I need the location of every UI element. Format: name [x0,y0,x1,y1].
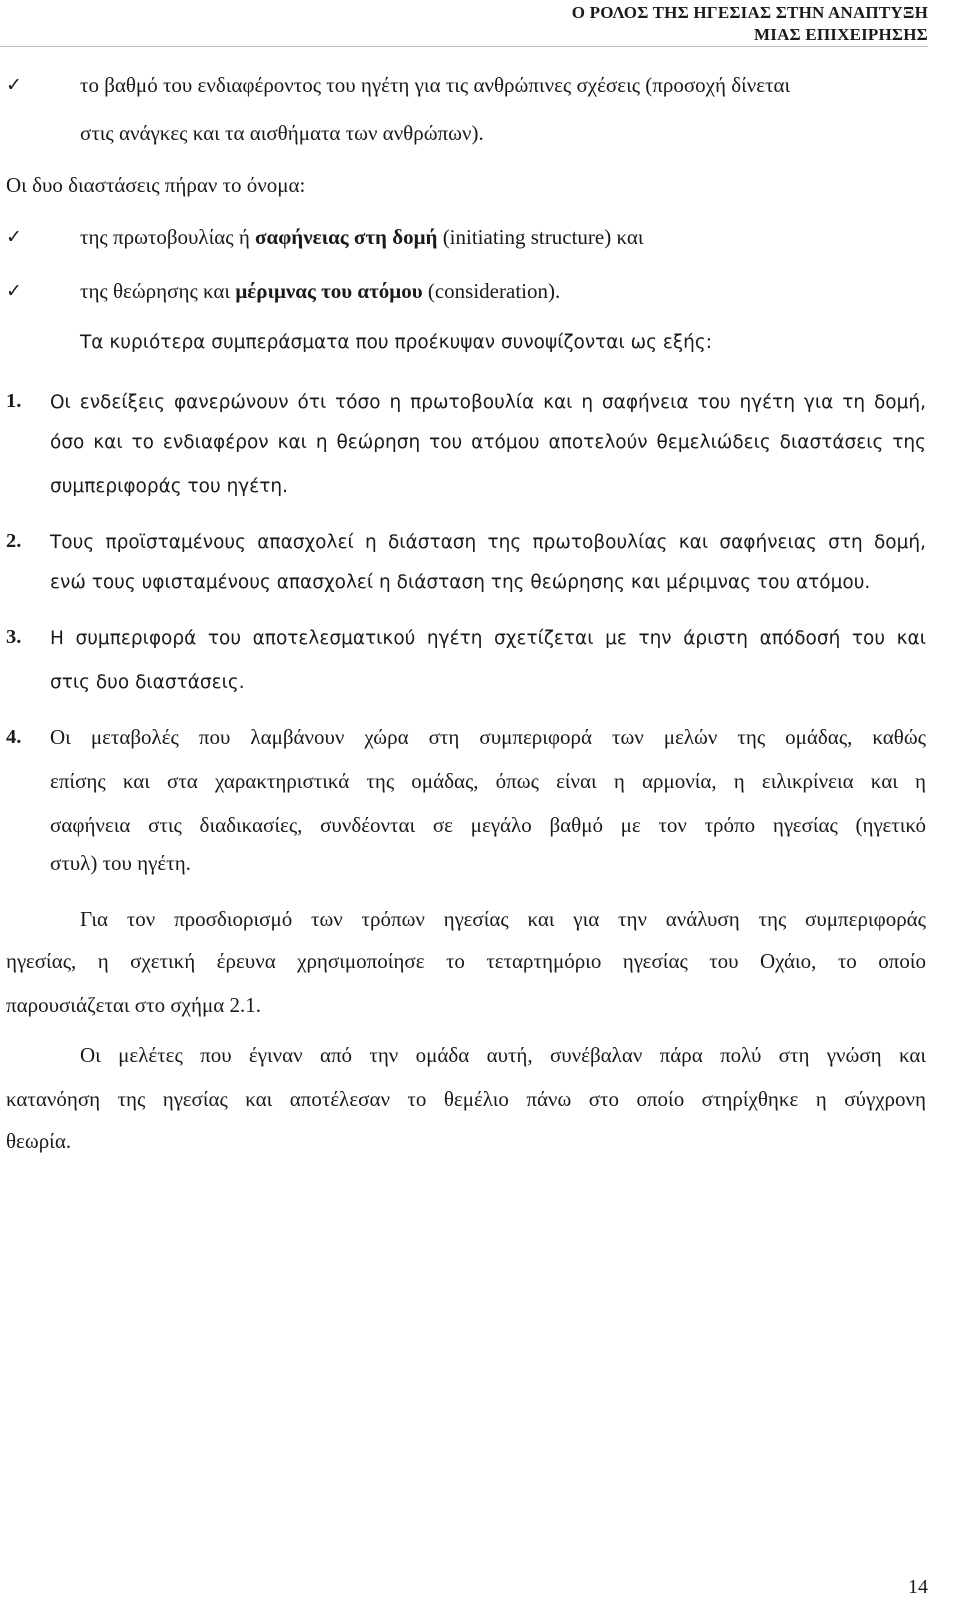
item-number: 4. [6,726,22,748]
item-4-line-4: στυλ) του ηγέτη. [50,851,191,875]
paragraph-2-line-1: Οι μελέτες που έγιναν από την ομάδα αυτή, συνέβαλαν πάρα πολύ στη γνώση και [80,1043,926,1067]
item-4-line-2: επίσης και στα χαρακτηριστικά της ομάδας, όπως είναι η αρμονία, η ειλικρίνεια και η [50,769,926,793]
item-4-line-3: σαφήνεια στις διαδικασίες, συνδέονται σε μεγάλο βαθμό με τον τρόπο ηγεσίας (ηγετικό [50,813,926,837]
item-3-line-1: Η συμπεριφορά του αποτελεσματικού ηγέτη σχετίζεται με την άριστη απόδοσή του και [50,628,926,649]
header-title-line1: Ο ΡΟΛΟΣ ΤΗΣ ΗΓΕΣΙΑΣ ΣΤΗΝ ΑΝΑΠΤΥΞΗ [571,3,928,22]
header-title-line2: ΜΙΑΣ ΕΠΙΧΕΙΡΗΣΗΣ [754,25,928,44]
checkmark-icon: ✓ [6,280,22,302]
paragraph-2-line-2: κατανόηση της ηγεσίας και αποτέλεσαν το θεμέλιο πάνω στο οποίο στηρίχθηκε η σύγχρονη [6,1087,926,1111]
header-divider [0,46,928,47]
paragraph-1-line-1: Για τον προσδιορισμό των τρόπων ηγεσίας και για την ανάλυση της συμπεριφοράς [80,907,926,931]
bullet-2-bold: σαφήνειας στη δομή [255,225,438,249]
paragraph-2-line-3: θεωρία. [6,1129,72,1153]
item-number: 1. [6,390,22,412]
bullet-2 [80,224,644,250]
checkmark-icon: ✓ [6,74,22,96]
item-3-line-2: στις δυο διαστάσεις. [50,672,245,693]
item-1-line-1: Οι ενδείξεις φανερώνουν ότι τόσο η πρωτοβουλία και η σαφήνεια του ηγέτη για τη δομή, [50,392,926,413]
item-2-line-1: Τους προϊσταμένους απασχολεί η διάσταση της πρωτοβουλίας και σαφήνειας στη δομή, [50,532,926,553]
bullet-2-pre: της πρωτοβουλίας ή [80,225,256,249]
page-number: 14 [908,1576,928,1598]
bullet-2-post: (initiating structure) και [437,225,644,249]
bullet-3-bold: μέριμνας του ατόμου [235,279,423,303]
bullet-1-line-1: το βαθμό του ενδιαφέροντος του ηγέτη για τις ανθρώπινες σχέσεις (προσοχή δίνεται [80,73,791,97]
item-1-line-3: συμπεριφοράς του ηγέτη. [50,476,288,497]
item-1-line-2: όσο και το ενδιαφέρον και η θεώρηση του ατόμου αποτελούν θεμελιώδεις διαστάσεις της [50,432,926,453]
item-number: 3. [6,626,22,648]
bullet-3-pre: της θεώρησης και [80,279,236,303]
summary-intro: Τα κυριότερα συμπεράσματα που προέκυψαν συνοψίζονται ως εξής: [80,332,712,353]
item-number: 2. [6,530,22,552]
running-header [572,2,928,46]
bullet-3 [80,278,560,304]
paragraph-1-line-2: ηγεσίας, η σχετική έρευνα χρησιμοποίησε το τεταρτημόριο ηγεσίας του Οχάιο, το οποίο [6,949,926,973]
paragraph-1-line-3: παρουσιάζεται στο σχήμα 2.1. [6,993,261,1017]
checkmark-icon: ✓ [6,226,22,248]
item-2-line-2: ενώ τους υφισταμένους απασχολεί η διάσταση της θεώρησης και μέριμνας του ατόμου. [50,572,871,593]
bullet-1-line-2: στις ανάγκες και τα αισθήματα των ανθρώπων). [80,121,484,145]
bullet-3-post: (consideration). [422,279,561,303]
item-4-line-1: Οι μεταβολές που λαμβάνουν χώρα στη συμπεριφορά των μελών της ομάδας, καθώς [50,725,926,749]
dimensions-intro: Οι δυο διαστάσεις πήραν το όνομα: [6,173,306,197]
